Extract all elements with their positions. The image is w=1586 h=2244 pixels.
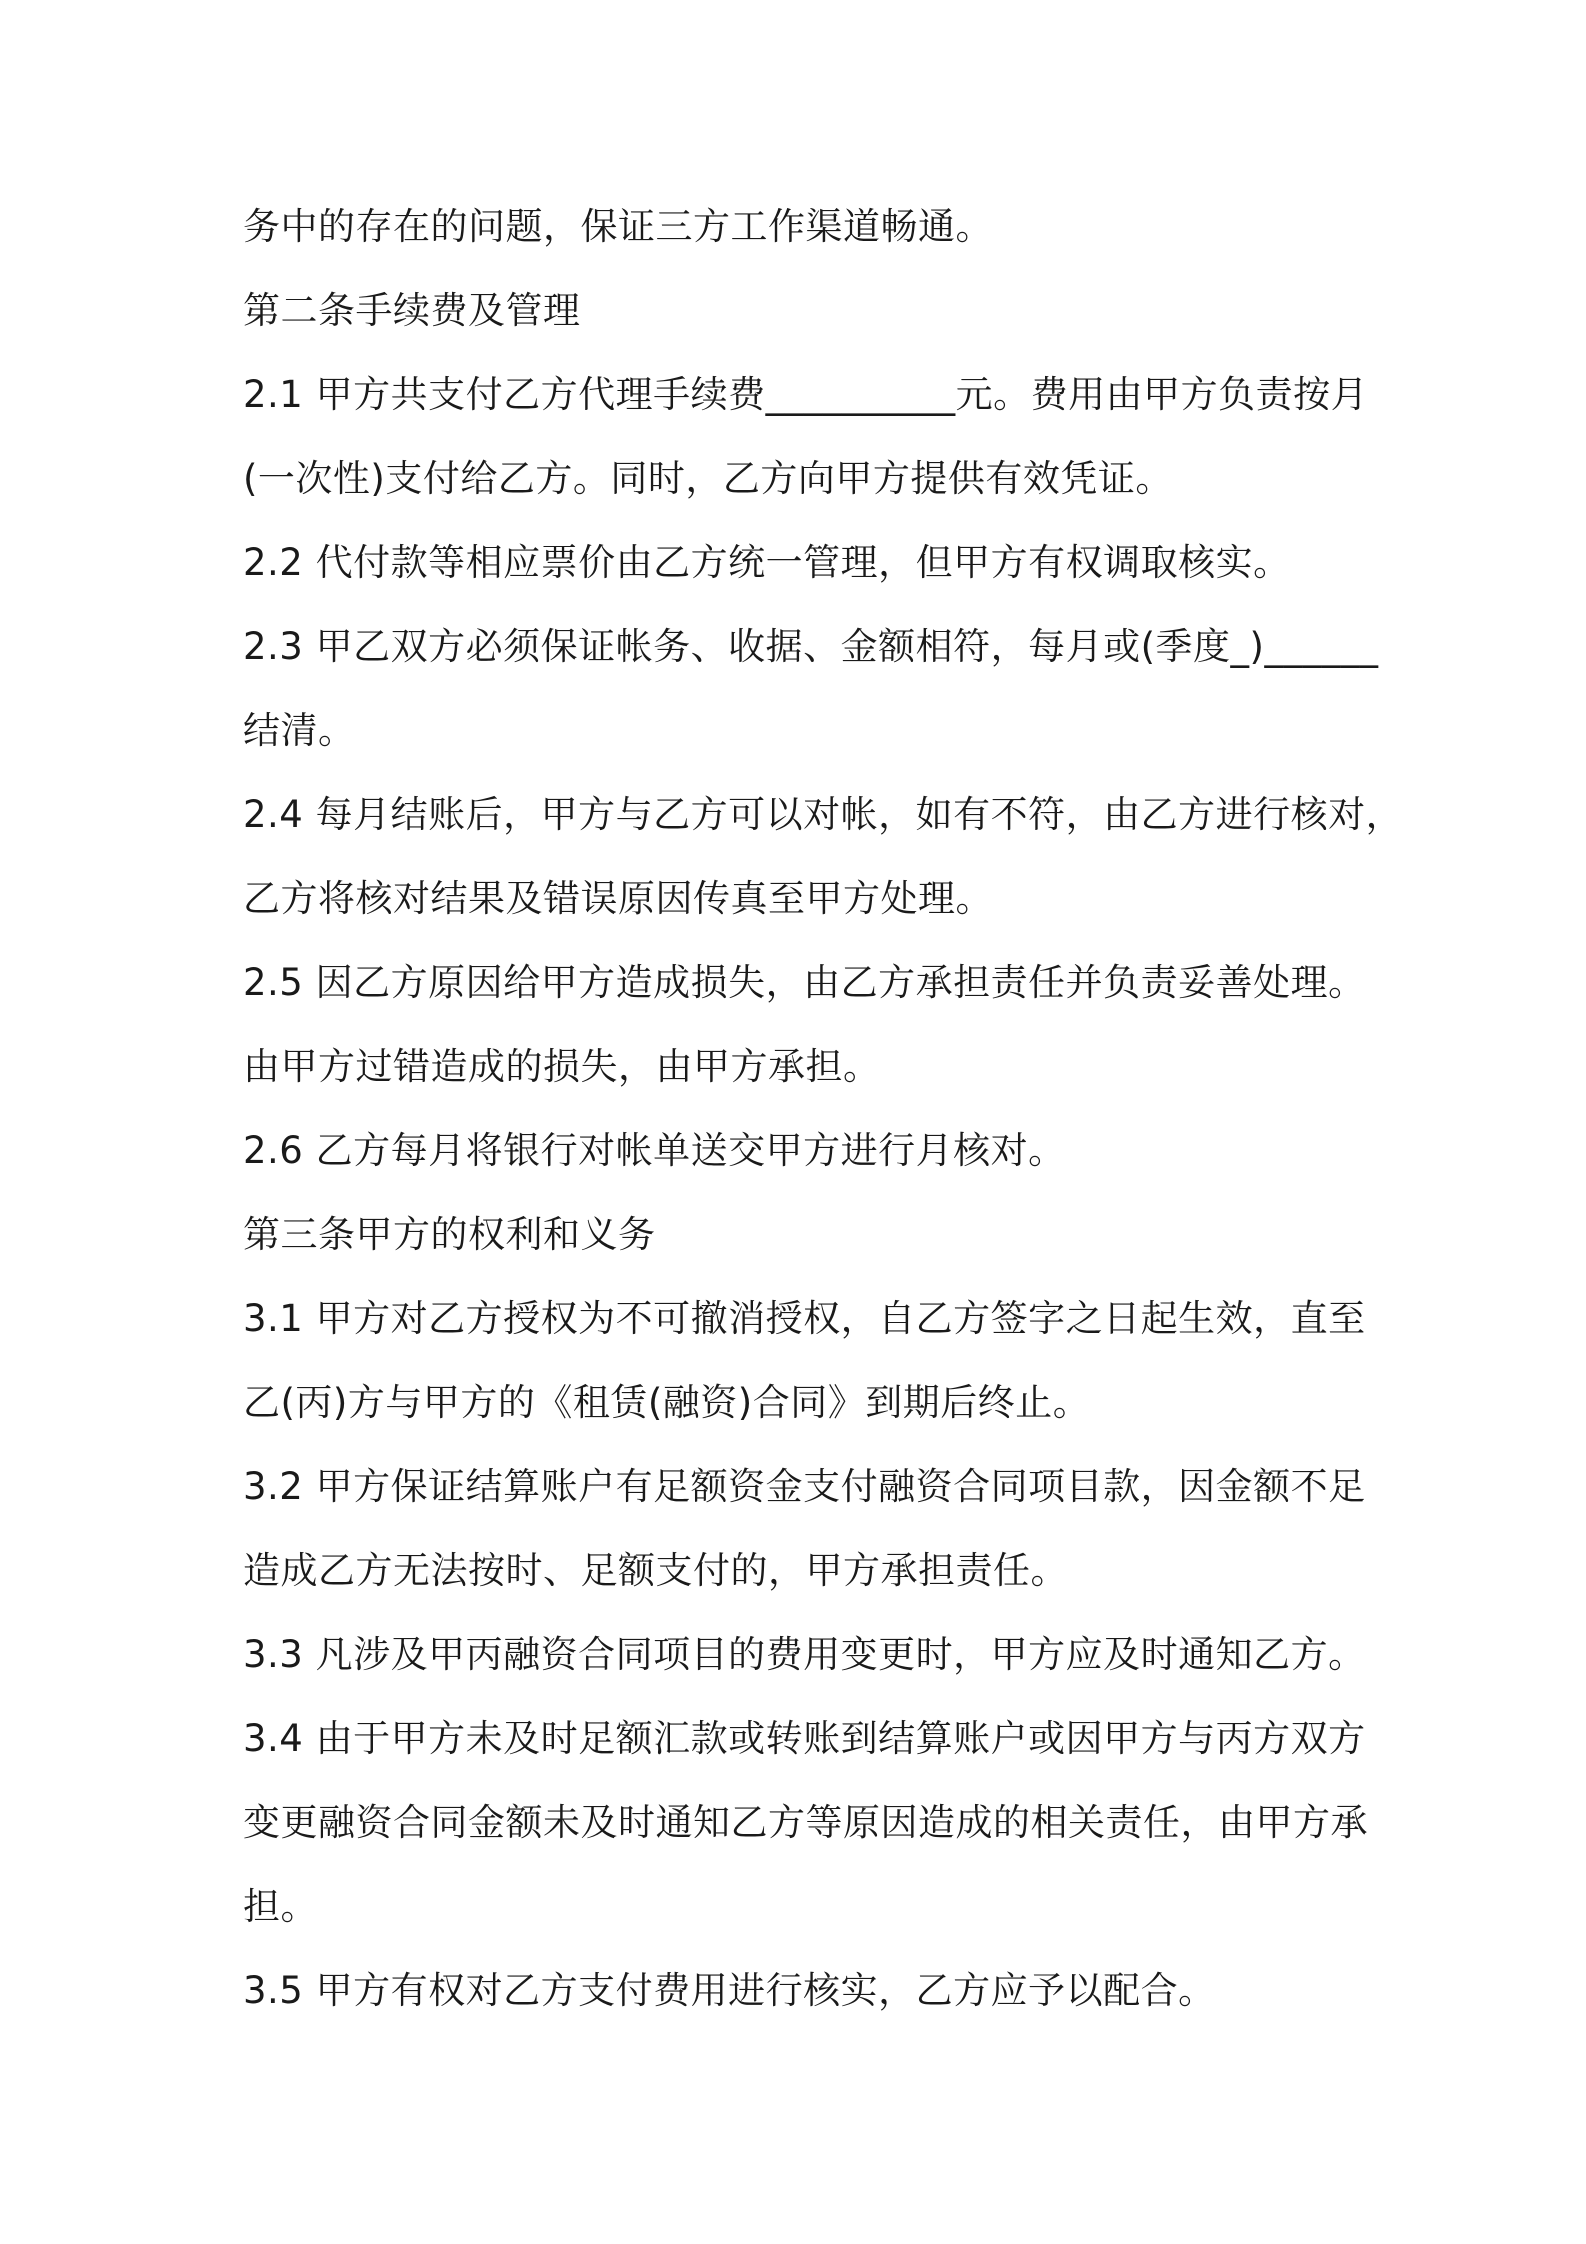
text-line: 务中的存在的问题，保证三方工作渠道畅通。 <box>243 205 993 248</box>
text-line: 由甲方过错造成的损失，由甲方承担。 <box>243 1045 881 1088</box>
text-line: 乙(丙)方与甲方的《租赁(融资)合同》到期后终止。 <box>243 1381 1091 1424</box>
text-line: 结清。 <box>243 709 356 752</box>
section-heading: 第二条手续费及管理 <box>243 289 581 332</box>
text-line: (一次性)支付给乙方。同时，乙方向甲方提供有效凭证。 <box>243 457 1173 500</box>
text-line: 3.2 甲方保证结算账户有足额资金支付融资合同项目款，因金额不足 <box>243 1465 1366 1508</box>
text-line: 2.3 甲乙双方必须保证帐务、收据、金额相符，每月或(季度_)______ <box>243 625 1379 668</box>
text-line: 2.6 乙方每月将银行对帐单送交甲方进行月核对。 <box>243 1129 1066 1172</box>
text-line: 乙方将核对结果及错误原因传真至甲方处理。 <box>243 877 993 920</box>
text-line: 2.4 每月结账后，甲方与乙方可以对帐，如有不符，由乙方进行核对， <box>243 793 1404 836</box>
text-line: 3.5 甲方有权对乙方支付费用进行核实，乙方应予以配合。 <box>243 1969 1216 2012</box>
text-line: 担。 <box>243 1885 318 1928</box>
text-line: 2.2 代付款等相应票价由乙方统一管理，但甲方有权调取核实。 <box>243 541 1291 584</box>
section-heading: 第三条甲方的权利和义务 <box>243 1213 656 1256</box>
text-line: 造成乙方无法按时、足额支付的，甲方承担责任。 <box>243 1549 1068 1592</box>
text-line: 变更融资合同金额未及时通知乙方等原因造成的相关责任，由甲方承 <box>243 1801 1368 1844</box>
text-line: 2.1 甲方共支付乙方代理手续费__________元。费用由甲方负责按月 <box>243 373 1369 416</box>
text-line: 3.4 由于甲方未及时足额汇款或转账到结算账户或因甲方与丙方双方 <box>243 1717 1366 1760</box>
text-line: 3.3 凡涉及甲丙融资合同项目的费用变更时，甲方应及时通知乙方。 <box>243 1633 1366 1676</box>
text-line: 3.1 甲方对乙方授权为不可撤消授权，自乙方签字之日起生效，直至 <box>243 1297 1366 1340</box>
text-line: 2.5 因乙方原因给甲方造成损失，由乙方承担责任并负责妥善处理。 <box>243 961 1366 1004</box>
